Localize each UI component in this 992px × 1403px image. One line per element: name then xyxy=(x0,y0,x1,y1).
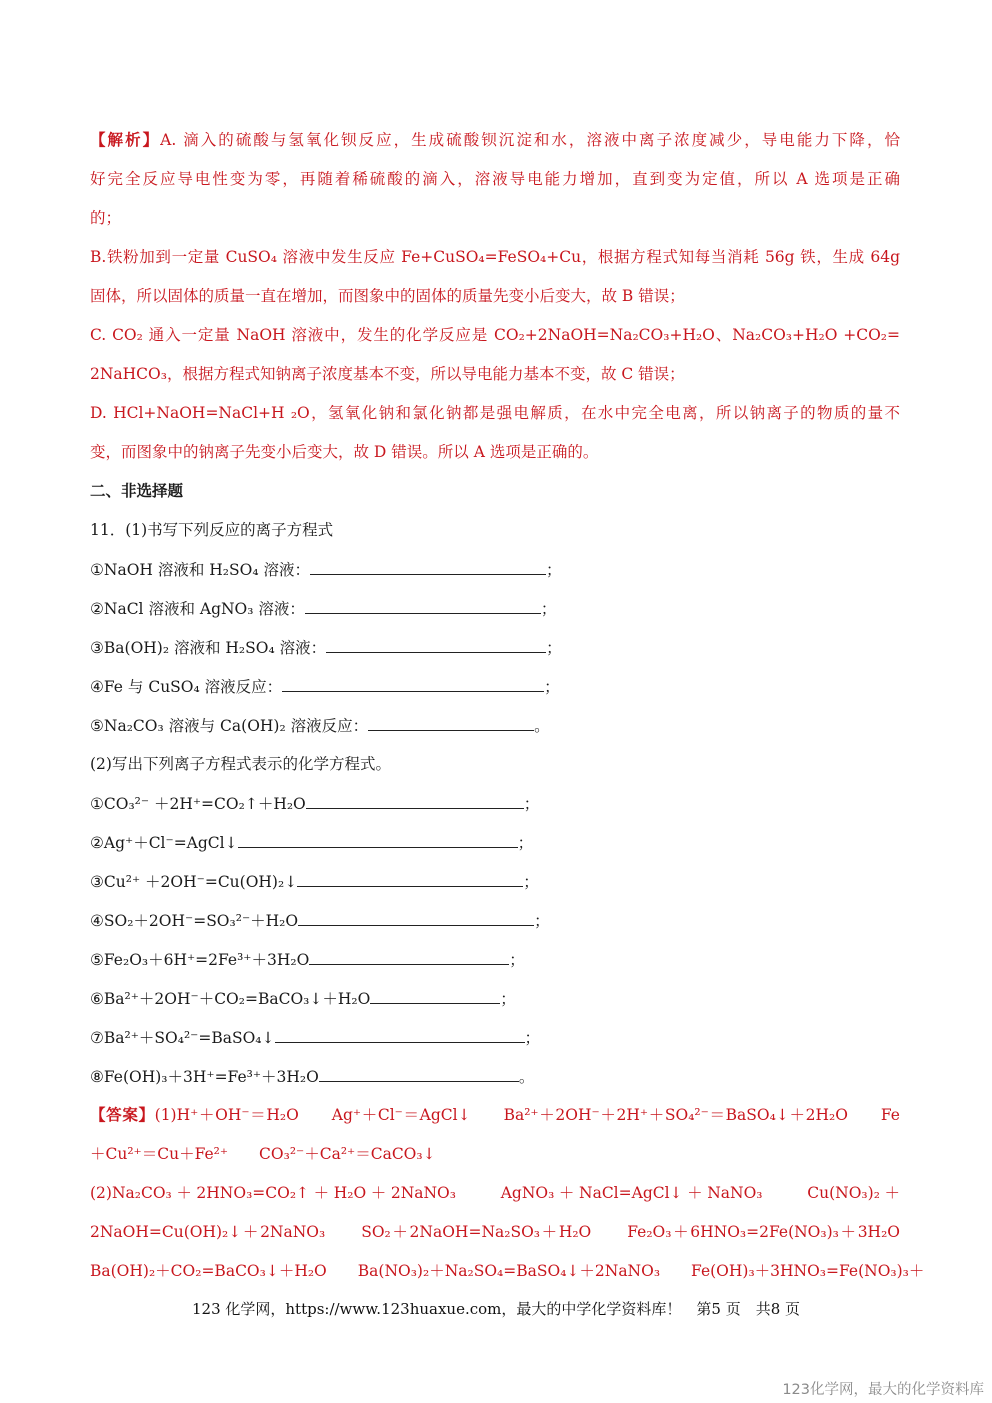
analysis-label: 【解析】 xyxy=(90,130,161,149)
answer-blank[interactable] xyxy=(305,596,541,614)
q11-2-item-2 xyxy=(90,830,900,855)
q11-2-item-5 xyxy=(90,947,900,972)
question-11-stem-2: (2)写出下列离子方程式表示的化学方程式。 xyxy=(90,755,391,773)
answer-text-1: (1)H⁺＋OH⁻＝H₂O Ag⁺＋Cl⁻＝AgCl↓ Ba²⁺＋2OH⁻＋2H⁺＋SO₄²⁻＝BaSO₄↓＋2H₂O Fe xyxy=(154,1106,900,1124)
answer-blank[interactable] xyxy=(306,791,524,809)
q11-1-item-5 xyxy=(90,713,900,738)
item-end: ； xyxy=(509,951,525,969)
answer-line-5: Ba(OH)₂＋CO₂=BaCO₃↓＋H₂O Ba(NO₃)₂＋Na₂SO₄=BaSO₄↓＋2NaNO₃ Fe(OH)₃＋3HNO₃=Fe(NO₃)₃＋ xyxy=(90,1262,925,1280)
analysis-line-8: D. HCl+NaOH=NaCl+H ₂O，氢氧化钠和氯化钠都是强电解质，在水中完全电离，所以钠离子的物质的量不 xyxy=(90,404,900,422)
item-end: ； xyxy=(544,678,560,696)
analysis-line-5: 固体，所以固体的质量一直在增加，而图象中的固体的质量先变小后变大，故 B 错误； xyxy=(90,287,685,305)
item-end: 。 xyxy=(534,717,550,735)
answer-line-3: (2)Na₂CO₃＋2HNO₃=CO₂↑＋H₂O＋2NaNO₃ AgNO₃＋NaCl=AgCl↓＋NaNO₃ Cu(NO₃)₂＋ xyxy=(90,1184,900,1202)
item-text: ①NaOH 溶液和 H₂SO₄ 溶液： xyxy=(90,561,310,579)
answer-line-4: 2NaOH=Cu(OH)₂↓＋2NaNO₃ SO₂＋2NaOH=Na₂SO₃＋H₂O Fe₂O₃＋6HNO₃=2Fe(NO₃)₃＋3H₂O xyxy=(90,1223,900,1241)
question-11-stem: 11．(1)书写下列反应的离子方程式 xyxy=(90,521,334,539)
answer-blank[interactable] xyxy=(310,557,546,575)
answer-blank[interactable] xyxy=(275,1025,525,1043)
item-end: ； xyxy=(546,639,562,657)
answer-line-1 xyxy=(90,1103,900,1127)
answer-blank[interactable] xyxy=(370,986,500,1004)
item-end: ； xyxy=(523,873,539,891)
answer-line-2: ＋Cu²⁺＝Cu＋Fe²⁺ CO₃²⁻＋Ca²⁺＝CaCO₃↓ xyxy=(90,1145,436,1163)
answer-blank[interactable] xyxy=(282,674,544,692)
item-text: ⑤Na₂CO₃ 溶液与 Ca(OH)₂ 溶液反应： xyxy=(90,717,369,735)
answer-blank[interactable] xyxy=(368,713,534,731)
item-end: ； xyxy=(540,600,557,618)
answer-blank[interactable] xyxy=(309,947,509,965)
item-text: ⑤Fe₂O₃＋6H⁺=2Fe³⁺＋3H₂O xyxy=(90,951,310,969)
q11-1-item-1 xyxy=(90,557,900,582)
analysis-line-9: 变，而图象中的钠离子先变小后变大，故 D 错误。所以 A 选项是正确的。 xyxy=(90,443,599,461)
item-end: 。 xyxy=(518,1068,535,1086)
item-text: ③Cu²⁺ ＋2OH⁻=Cu(OH)₂↓ xyxy=(90,873,298,891)
answer-blank[interactable] xyxy=(326,635,546,653)
watermark: 123化学网，最大的化学资料库 xyxy=(782,1382,984,1398)
item-end: ； xyxy=(534,912,550,930)
item-end: ； xyxy=(524,1029,541,1047)
item-text: ②Ag⁺＋Cl⁻=AgCl↓ xyxy=(90,834,238,852)
q11-2-item-8 xyxy=(90,1064,900,1089)
analysis-line-4: B.铁粉加到一定量 CuSO₄ 溶液中发生反应 Fe+CuSO₄=FeSO₄+Cu，根据方程式知每当消耗 56g 铁，生成 64g xyxy=(90,248,900,266)
answer-label: 【答案】 xyxy=(90,1105,155,1124)
answer-blank[interactable] xyxy=(319,1064,519,1082)
answer-blank[interactable] xyxy=(297,869,523,887)
item-end: ； xyxy=(545,561,562,579)
section-title: 二、非选择题 xyxy=(90,481,184,500)
answer-blank[interactable] xyxy=(298,908,534,926)
item-text: ⑦Ba²⁺＋SO₄²⁻=BaSO₄↓ xyxy=(90,1029,275,1047)
analysis-line-6: C. CO₂ 通入一定量 NaOH 溶液中，发生的化学反应是 CO₂+2NaOH=Na₂CO₃+H₂O、Na₂CO₃+H₂O +CO₂= xyxy=(90,326,900,344)
item-text: ⑧Fe(OH)₃＋3H⁺=Fe³⁺＋3H₂O xyxy=(90,1068,319,1086)
q11-1-item-2 xyxy=(90,596,900,621)
item-text: ③Ba(OH)₂ 溶液和 H₂SO₄ 溶液： xyxy=(90,639,327,657)
item-end: ； xyxy=(523,795,540,813)
item-text: ②NaCl 溶液和 AgNO₃ 溶液： xyxy=(90,600,305,618)
q11-2-item-1 xyxy=(90,791,900,816)
q11-2-item-7 xyxy=(90,1025,900,1050)
analysis-line-2: 好完全反应导电性变为零，再随着稀硫酸的滴入，溶液导电能力增加，直到变为定值，所以 A 选项是正确 xyxy=(90,170,900,188)
q11-2-item-4 xyxy=(90,908,900,933)
q11-2-item-6 xyxy=(90,986,900,1011)
item-text: ④Fe 与 CuSO₄ 溶液反应： xyxy=(90,678,283,696)
analysis-line-7: 2NaHCO₃，根据方程式知钠离子浓度基本不变，所以导电能力基本不变，故 C 错误； xyxy=(90,365,685,383)
q11-1-item-3 xyxy=(90,635,900,660)
analysis-text-1: A. 滴入的硫酸与氢氧化钡反应，生成硫酸钡沉淀和水，溶液中离子浓度减少，导电能力下降，恰 xyxy=(160,131,900,149)
analysis-line-3: 的； xyxy=(90,209,122,227)
q11-2-item-3 xyxy=(90,869,900,894)
item-text: ④SO₂＋2OH⁻=SO₃²⁻＋H₂O xyxy=(90,912,299,930)
item-end: ； xyxy=(500,990,516,1008)
q11-1-item-4 xyxy=(90,674,900,699)
page-footer: 123 化学网，https://www.123huaxue.com，最大的中学化学资料库！ 第5 页 共8 页 xyxy=(191,1300,801,1318)
answer-blank[interactable] xyxy=(238,830,518,848)
item-text: ⑥Ba²⁺＋2OH⁻＋CO₂=BaCO₃↓＋H₂O xyxy=(90,990,371,1008)
item-text: ①CO₃²⁻ ＋2H⁺=CO₂↑＋H₂O xyxy=(90,795,306,813)
analysis-line-1 xyxy=(90,128,900,152)
item-end: ； xyxy=(517,834,534,852)
